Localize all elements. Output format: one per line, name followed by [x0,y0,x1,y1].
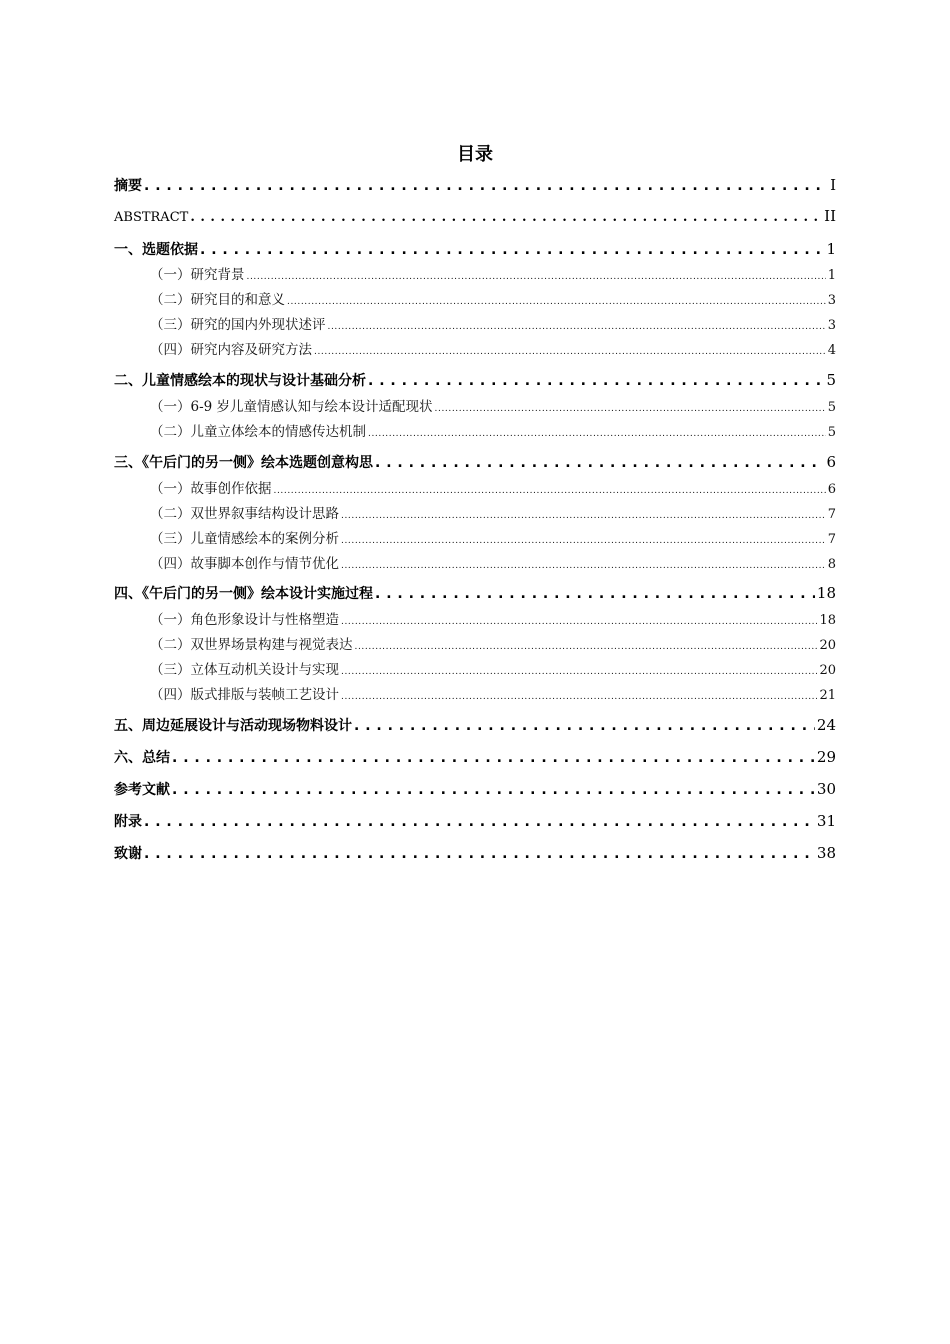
dot-leader [247,267,826,283]
toc-entry-label: 一、选题依据 [114,242,198,258]
toc-page-number: 18 [819,613,836,628]
dot-leader [375,455,824,471]
dot-leader [144,846,815,862]
page-title: 目录 [457,144,493,165]
toc-entry-label: 参考文献 [114,782,170,798]
toc-page-number: 6 [827,482,836,497]
toc-entry-label: 二、儿童情感绘本的现状与设计基础分析 [114,373,366,389]
toc-entry-label: 五、周边延展设计与活动现场物料设计 [114,718,352,734]
toc-entry-label: 摘要 [114,178,142,194]
toc-entry-label: （四）版式排版与装帧工艺设计 [150,687,339,703]
toc-page-number: 20 [819,663,836,678]
toc-page-number: 5 [826,371,836,389]
toc-entry[interactable] [114,370,836,390]
toc-entry-label: （一）故事创作依据 [150,481,272,497]
toc-page-number: II [824,207,836,225]
toc-entry-label: （一）角色形象设计与性格塑造 [150,612,339,628]
toc-entry[interactable] [114,239,836,259]
toc-page-number: 7 [827,532,836,547]
toc-page-number: 8 [827,557,836,572]
toc-subentry[interactable] [150,658,836,678]
toc-page-number: 1 [826,240,836,258]
dot-leader [341,531,826,547]
dot-leader [375,586,815,602]
dot-leader [435,399,826,415]
toc-subentry[interactable] [150,502,836,522]
toc-entry-label: （二）双世界场景构建与视觉表达 [150,637,353,653]
toc-entry-label: （三）立体互动机关设计与实现 [150,662,339,678]
dot-leader [172,750,815,766]
dot-leader [341,612,817,628]
toc-subentry[interactable] [150,338,836,358]
toc-page-number: 3 [827,293,836,308]
toc-subentry[interactable] [150,633,836,653]
toc-entry-label: （四）研究内容及研究方法 [150,342,312,358]
toc-entry-label: ABSTRACT [114,210,189,225]
toc-entry-label: 致谢 [114,846,142,862]
toc-entry[interactable] [114,175,836,195]
toc-page-number: 6 [826,453,836,471]
dot-leader [287,292,826,308]
toc-entry-label: （二）双世界叙事结构设计思路 [150,506,339,522]
toc-entry[interactable] [114,843,836,863]
toc-subentry[interactable] [150,683,836,703]
toc-entry[interactable] [114,747,836,767]
toc-entry-label: （三）儿童情感绘本的案例分析 [150,531,339,547]
toc-page-number: 38 [816,844,836,862]
toc-subentry[interactable] [150,395,836,415]
toc-page-number: 5 [827,425,836,440]
dot-leader [274,481,826,497]
dot-leader [341,662,817,678]
toc-entry-label: 四、《午后门的另一侧》绘本设计实施过程 [114,586,373,602]
toc-entry-label: （一）研究背景 [150,267,245,283]
toc-entry[interactable] [114,207,836,225]
dot-leader [355,637,818,653]
toc-entry-label: 附录 [114,814,142,830]
toc-page-number: 3 [827,318,836,333]
toc-entry[interactable] [114,811,836,831]
dot-leader [172,782,815,798]
dot-leader [341,506,826,522]
toc-subentry[interactable] [150,477,836,497]
dot-leader [354,718,815,734]
toc-page-number: 7 [827,507,836,522]
toc-entry[interactable] [114,715,836,735]
toc-page-number: 1 [827,268,836,283]
toc-page-number: 20 [819,638,836,653]
toc-entry[interactable] [114,452,836,472]
toc-page-number: 5 [827,400,836,415]
dot-leader [144,178,828,194]
toc-entry[interactable] [114,779,836,799]
toc-entry[interactable] [114,583,836,603]
dot-leader [341,687,817,703]
dot-leader [368,424,826,440]
dot-leader [314,342,826,358]
toc-subentry[interactable] [150,420,836,440]
toc-subentry[interactable] [150,608,836,628]
toc-page-number: 29 [816,748,836,766]
toc-entry-label: （二）儿童立体绘本的情感传达机制 [150,424,366,440]
toc-subentry[interactable] [150,313,836,333]
toc-entry-label: （四）故事脚本创作与情节优化 [150,556,339,572]
toc-entry-label: （二）研究目的和意义 [150,292,285,308]
dot-leader [341,556,826,572]
dot-leader [190,210,822,225]
toc-entry-label: （一）6-9 岁儿童情感认知与绘本设计适配现状 [150,399,433,415]
toc-page-number: 21 [819,688,836,703]
toc-page-number: 31 [816,812,836,830]
toc-entry-label: 六、总结 [114,750,170,766]
toc-page-number: 30 [816,780,836,798]
toc-page-number: I [830,176,836,194]
toc-page-number: 24 [816,716,836,734]
toc-subentry[interactable] [150,263,836,283]
toc-page-number: 18 [816,584,836,602]
toc-subentry[interactable] [150,527,836,547]
dot-leader [144,814,815,830]
toc-subentry[interactable] [150,552,836,572]
toc-subentry[interactable] [150,288,836,308]
toc-entry-label: （三）研究的国内外现状述评 [150,317,326,333]
dot-leader [368,373,824,389]
dot-leader [200,242,824,258]
toc-entry-label: 三、《午后门的另一侧》绘本选题创意构思 [114,455,373,471]
toc-page-number: 4 [827,343,836,358]
dot-leader [328,317,826,333]
